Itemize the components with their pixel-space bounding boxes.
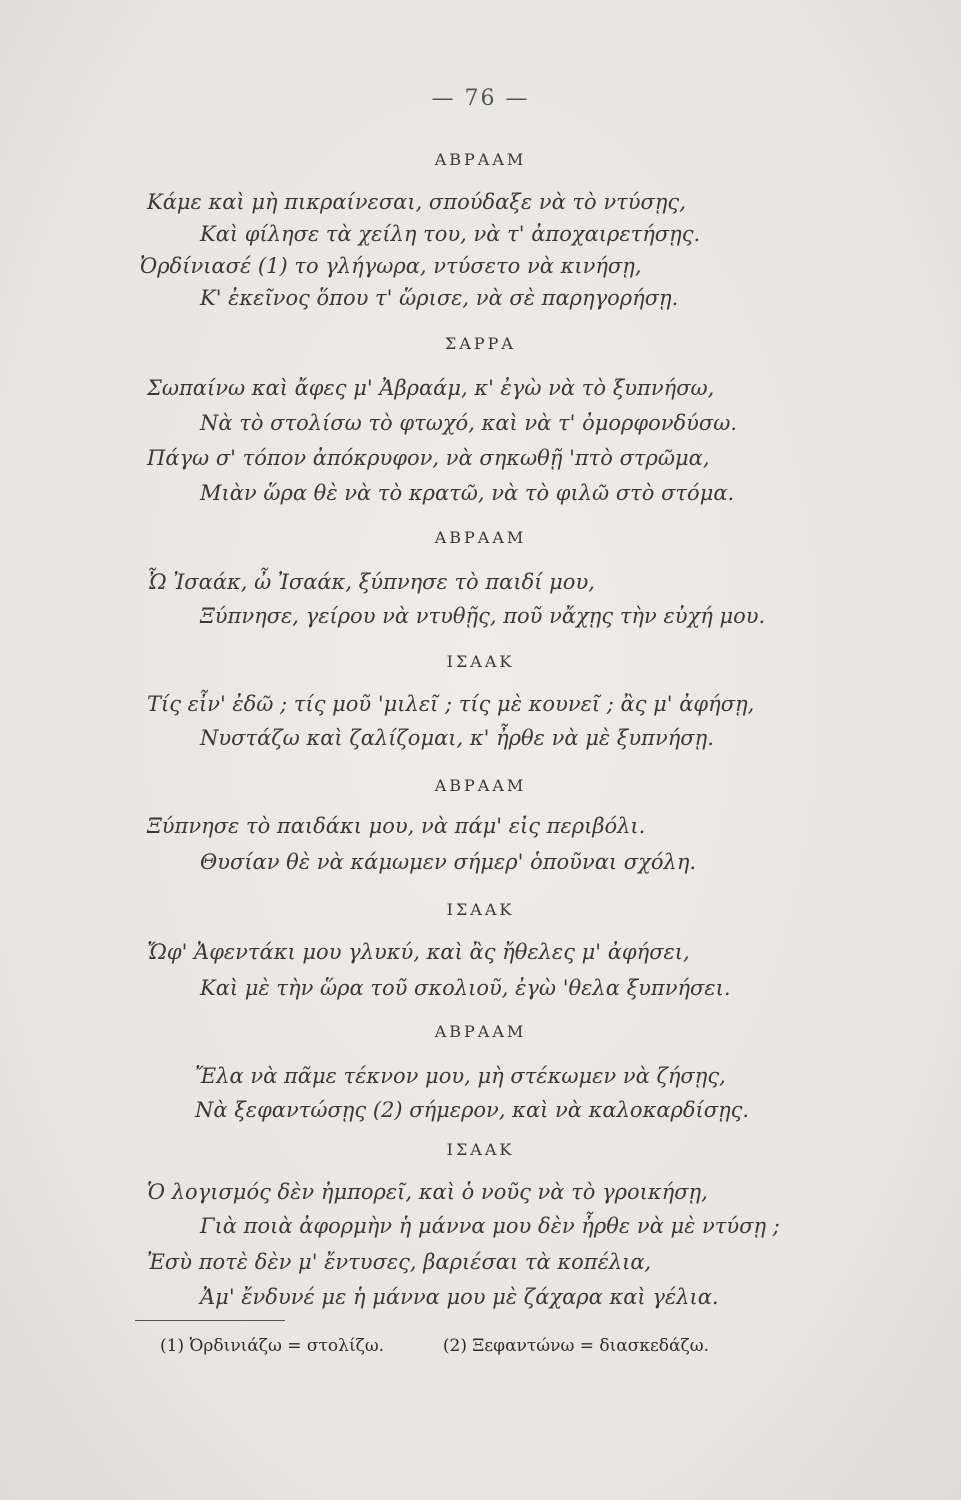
speaker-heading: ΑΒΡΑΑΜ	[434, 776, 527, 795]
verse-line: Ξύπνησε, γείρου νὰ ντυθῇς, ποῦ νἄχῃς τὴν εὐχή μου.	[200, 604, 766, 628]
verse-line: Ὦ Ἰσαάκ, ὦ Ἰσαάκ, ξύπνησε τὸ παιδί μου,	[147, 570, 595, 594]
page-number: — 76 —	[431, 86, 530, 111]
verse-line: Καὶ φίλησε τὰ χείλη του, νὰ τ' ἀποχαιρετήσῃς.	[200, 222, 701, 246]
speaker-heading: ΑΒΡΑΑΜ	[434, 150, 527, 169]
footnote-1: (1) Ὀρδινιάζω = στολίζω.	[160, 1336, 385, 1356]
verse-line: Ἐσὺ ποτὲ δὲν μ' ἔντυσες, βαριέσαι τὰ κοπέλια,	[147, 1250, 652, 1274]
verse-line: Κάμε καὶ μὴ πικραίνεσαι, σπούδαξε νὰ τὸ ντύσῃς,	[147, 190, 686, 214]
verse-line: Καὶ μὲ τὴν ὥρα τοῦ σκολιοῦ, ἐγὼ 'θελα ξυπνήσει.	[200, 976, 731, 1000]
speaker-heading: ΣΑΡΡΑ	[445, 334, 516, 353]
speaker-heading: ΑΒΡΑΑΜ	[434, 1022, 527, 1041]
footnotes	[160, 1336, 709, 1356]
verse-line: Σωπαίνω καὶ ἄφες μ' Ἀβραάμ, κ' ἐγὼ νὰ τὸ ξυπνήσω,	[147, 376, 715, 400]
speaker-heading: ΙΣΑΑΚ	[446, 652, 515, 671]
verse-line: Κ' ἐκεῖνος ὅπου τ' ὥρισε, νὰ σὲ παρηγορήσῃ.	[200, 286, 679, 310]
verse-line: Ξύπνησε τὸ παιδάκι μου, νὰ πάμ' εἰς περιβόλι.	[147, 814, 646, 838]
verse-line: Θυσίαν θὲ νὰ κάμωμεν σήμερ' ὁποῦναι σχόλη.	[200, 850, 697, 874]
verse-line: Ὀρδίνιασέ (1) το γλήγωρα, ντύσετο νὰ κινήσῃ,	[140, 254, 642, 278]
verse-line: Μιὰν ὥρα θὲ νὰ τὸ κρατῶ, νὰ τὸ φιλῶ στὸ στόμα.	[200, 481, 735, 505]
footnote-2: (2) Ξεφαντώνω = διασκεδάζω.	[442, 1336, 710, 1356]
speaker-heading: ΙΣΑΑΚ	[446, 1140, 515, 1159]
speaker-heading: ΙΣΑΑΚ	[446, 900, 515, 919]
footnote-rule	[135, 1320, 285, 1321]
verse-line: Νὰ τὸ στολίσω τὸ φτωχό, καὶ νὰ τ' ὀμορφονδύσω.	[200, 411, 738, 435]
verse-line: Πάγω σ' τόπον ἀπόκρυφον, νὰ σηκωθῇ 'πτὸ στρῶμα,	[147, 446, 710, 470]
verse-line: Γιὰ ποιὰ ἀφορμὴν ἡ μάννα μου δὲν ἦρθε νὰ μὲ ντύσῃ ;	[200, 1214, 780, 1238]
speaker-heading: ΑΒΡΑΑΜ	[434, 528, 527, 547]
verse-line: Νυστάζω καὶ ζαλίζομαι, κ' ἦρθε νὰ μὲ ξυπνήσῃ.	[200, 726, 714, 750]
verse-line: Ὤφ' Ἀφεντάκι μου γλυκύ, καὶ ἂς ἤθελες μ' ἀφήσει,	[147, 940, 690, 964]
verse-line: Νὰ ξεφαντώσῃς (2) σήμερον, καὶ νὰ καλοκαρδίσῃς.	[195, 1098, 750, 1122]
verse-line: Ὁ λογισμός δὲν ἠμπορεῖ, καὶ ὁ νοῦς νὰ τὸ γροικήσῃ,	[147, 1180, 708, 1204]
verse-line: Ἔλα νὰ πᾶμε τέκνον μου, μὴ στέκωμεν νὰ ζήσῃς,	[195, 1064, 726, 1088]
verse-line: Τίς εἶν' ἐδῶ ; τίς μοῦ 'μιλεῖ ; τίς μὲ κουνεῖ ; ἂς μ' ἀφήσῃ,	[147, 692, 755, 716]
verse-line: Ἀμ' ἔνδυνέ με ἡ μάννα μου μὲ ζάχαρα καὶ γέλια.	[200, 1285, 719, 1309]
